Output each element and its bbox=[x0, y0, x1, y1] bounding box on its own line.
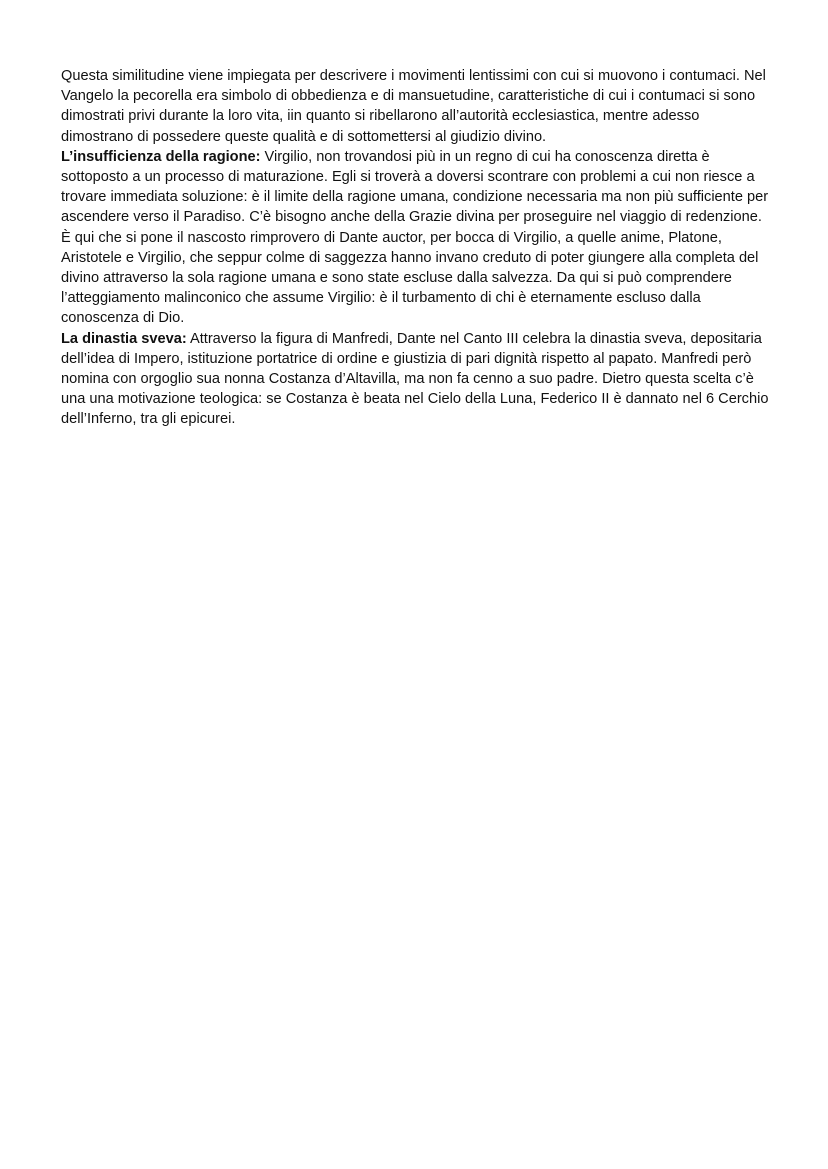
paragraph-similitudine bbox=[61, 66, 773, 147]
paragraph-insufficienza-ragione bbox=[61, 147, 773, 228]
paragraph-text: Virgilio, non trovandosi più in un regno di cui ha conoscenza diretta è sottoposto a un processo di maturazione. Egli si troverà a doversi scontrare con problemi a cui non riesce a trovare immediata soluzione: è il limite della ragione umana, condizione necessaria ma non più sufficiente per ascendere verso il Paradiso. C’è bisogno anche della Grazie divina per proseguire nel viaggio di redenzione. bbox=[61, 148, 769, 226]
paragraph-text: Questa similitudine viene impiegata per descrivere i movimenti lentissimi con cui si muovono i contumaci. Nel Vangelo la pecorella era simbolo di obbedienza e di mansuetudine, caratteristiche di cui i contumaci si sono dimostrati privi durante la loro vita, iin quanto si ribellarono all’autorità ecclesiastica, mentre adesso dimostrano di possedere queste qualità e di sottomettersi al giudizio divino. bbox=[61, 68, 766, 145]
paragraph-dinastia-sveva bbox=[61, 329, 773, 430]
paragraph-rimprovero bbox=[61, 228, 773, 329]
section-heading-insufficienza: L’insufficienza della ragione: bbox=[61, 148, 261, 165]
document-body bbox=[61, 66, 773, 430]
section-heading-dinastia: La dinastia sveva: bbox=[61, 330, 187, 347]
paragraph-text: Attraverso la figura di Manfredi, Dante nel Canto III celebra la dinastia sveva, depositaria dell’idea di Impero, istituzione portatrice di ordine e giustizia di pari dignità rispetto al papato. Manfredi però nomina con orgoglio sua nonna Costanza d’Altavilla, ma non fa cenno a suo padre. Dietro questa scelta c’è una una motivazione teologica: se Costanza è beata nel Cielo della Luna, Federico II è dannato nel 6 Cerchio dell’Inferno, tra gli epicurei. bbox=[61, 330, 769, 428]
paragraph-text: È qui che si pone il nascosto rimprovero di Dante auctor, per bocca di Virgilio, a quelle anime, Platone, Aristotele e Virgilio, che seppur colme di saggezza hanno invano creduto di poter giungere alla completa del divino attraverso la sola ragione umana e sono state escluse dalla salvezza. Da qui si può comprendere l’atteggiamento malinconico che assume Virgilio: è il turbamento di chi è eternamente escluso dalla conoscenza di Dio. bbox=[61, 229, 759, 327]
